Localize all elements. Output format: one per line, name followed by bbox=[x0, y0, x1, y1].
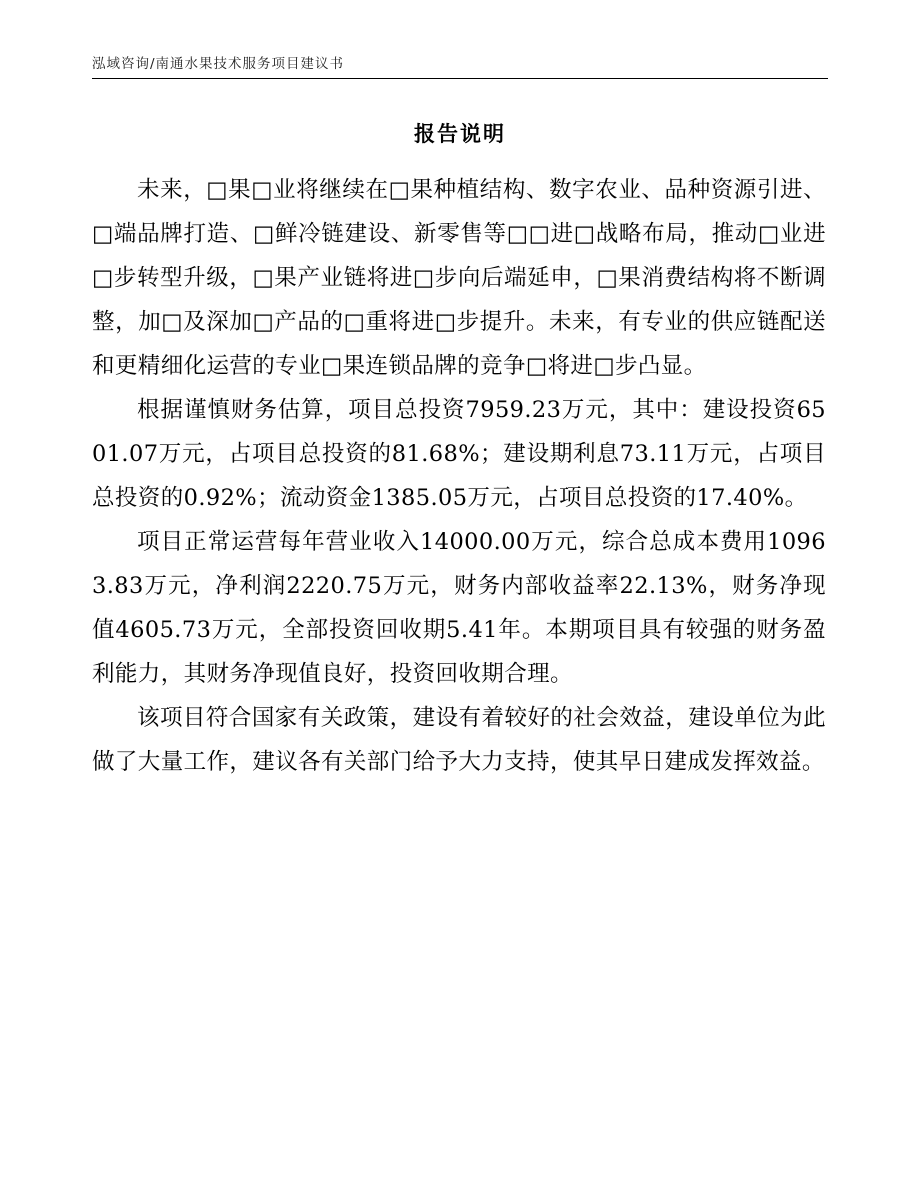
paragraph-investment: 根据谨慎财务估算，项目总投资7959.23万元，其中：建设投资6501.07万元，占项目总投资的81.68%；建设期利息73.11万元，占项目总投资的0.92%；流动资金1385.05万元，占项目总投资的17.40%。 bbox=[92, 397, 826, 511]
paragraph-financials: 项目正常运营每年营业收入14000.00万元，综合总成本费用10963.83万元，净利润2220.75万元，财务内部收益率22.13%，财务净现值4605.73万元，全部投资回收期5.41年。本期项目具有较强的财务盈利能力，其财务净现值良好，投资回收期合理。 bbox=[92, 529, 826, 687]
paragraph-conclusion: 该项目符合国家有关政策，建设有着较好的社会效益，建设单位为此做了大量工作，建议各有关部门给予大力支持，使其早日建成发挥效益。 bbox=[92, 705, 826, 775]
running-header: 泓域咨询/南通水果技术服务项目建议书 bbox=[92, 56, 345, 72]
paragraph-outlook: 未来，□果□业将继续在□果种植结构、数字农业、品种资源引进、□端品牌打造、□鲜冷链建设、新零售等□□进□战略布局，推动□业进□步转型升级，□果产业链将进□步向后端延申，□果消费结构将不断调整，加□及深加□产品的□重将进□步提升。未来，有专业的供应链配送和更精细化运营的专业□果连锁品牌的竞争□将进□步凸显。 bbox=[92, 177, 826, 379]
report-body bbox=[92, 168, 826, 784]
header-divider bbox=[92, 78, 828, 79]
page-title: 报告说明 bbox=[414, 122, 506, 146]
